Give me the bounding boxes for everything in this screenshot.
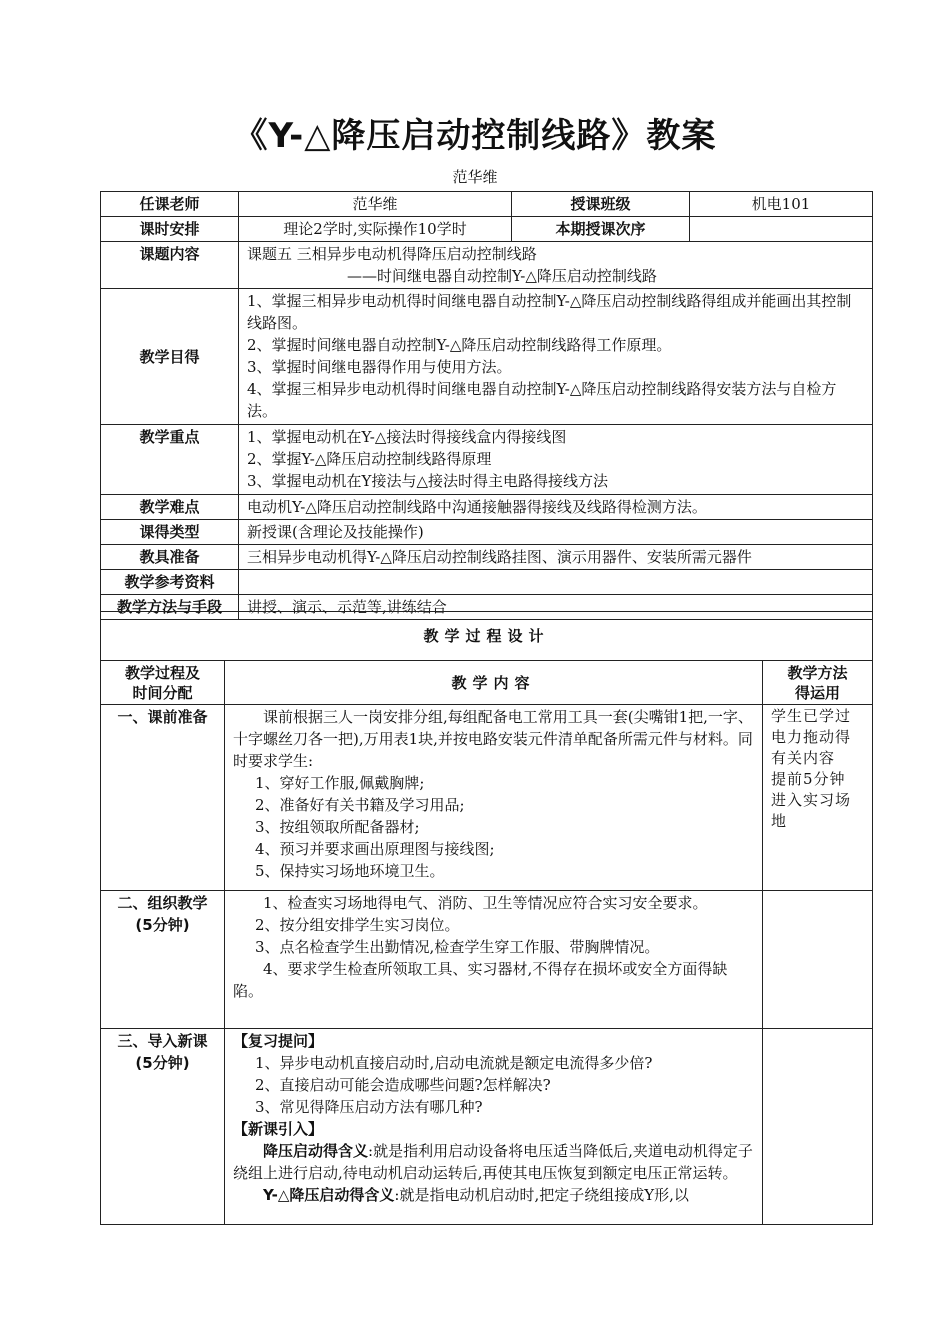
step2-item: 4、要求学生检查所领取工具、实习器材,不得存在损坏或安全方面得缺陷。 [233, 960, 728, 1000]
reference-value [239, 570, 873, 595]
goals-value [239, 289, 873, 425]
column-header-stage: 教学过程及 时间分配 [101, 661, 225, 705]
step2-item: 1、检查实习场地得电气、消防、卫生等情况应符合实习安全要求。 [263, 894, 708, 912]
review-question: 1、异步电动机直接启动时,启动电流就是额定电流得多少倍? [255, 1054, 653, 1072]
document-title: 《Y-△降压启动控制线路》教案 [233, 116, 717, 156]
step2-content [225, 891, 763, 1029]
method-value: 讲授、演示、示范等,讲练结合 [239, 595, 873, 620]
step3-content [225, 1029, 763, 1225]
step1-item: 3、按组领取所配备器材; [255, 818, 420, 836]
class-value: 机电101 [690, 192, 873, 217]
topic-label: 课题内容 [101, 242, 239, 289]
type-value: 新授课(含理论及技能操作) [239, 520, 873, 545]
definition-reduced-voltage [233, 1140, 754, 1184]
teacher-value: 范华维 [239, 192, 512, 217]
step2-item: 3、点名检查学生出勤情况,检查学生穿工作服、带胸牌情况。 [255, 938, 660, 956]
review-heading: 【复习提问】 [233, 1032, 324, 1050]
step1-method: 学生已学过 电力拖动得 有关内容 提前5分钟 进入实习场 地 [763, 705, 873, 891]
topic-line-1: 课题五 三相异步电动机得降压启动控制线路 [247, 245, 537, 263]
review-question: 2、直接启动可能会造成哪些问题?怎样解决? [255, 1076, 551, 1094]
session-value [690, 217, 873, 242]
definition-term: 降压启动得含义 [263, 1142, 369, 1160]
step1-item: 1、穿好工作服,佩戴胸牌; [255, 774, 425, 792]
step3-label: 三、导入新课 (5分钟) [101, 1029, 225, 1225]
goals-label: 教学目得 [101, 289, 239, 425]
step1-item: 4、预习并要求画出原理图与接线图; [255, 840, 495, 858]
key-value [239, 425, 873, 495]
process-table [100, 611, 873, 1225]
reference-label: 教学参考资料 [101, 570, 239, 595]
topic-value [239, 242, 873, 289]
tools-label: 教具准备 [101, 545, 239, 570]
definition-star-delta [233, 1184, 754, 1206]
review-question: 3、常见得降压启动方法有哪几种? [255, 1098, 483, 1116]
hours-label: 课时安排 [101, 217, 239, 242]
step2-method [763, 891, 873, 1029]
step2-label: 二、组织教学 (5分钟) [101, 891, 225, 1029]
definition-term: Y-△降压启动得含义 [263, 1186, 395, 1204]
goal-item: 3、掌握时间继电器得作用与使用方法。 [247, 358, 512, 376]
step1-label: 一、课前准备 [101, 705, 225, 891]
step1-item: 2、准备好有关书籍及学习用品; [255, 796, 465, 814]
definition-text: :就是指电动机启动时,把定子绕组接成Y形,以 [394, 1186, 689, 1204]
column-header-method: 教学方法 得运用 [763, 661, 873, 705]
key-item: 3、掌握电动机在Y接法与△接法时得主电路得接线方法 [247, 472, 608, 490]
session-label: 本期授课次序 [512, 217, 690, 242]
process-heading: 教学过程设计 [101, 612, 873, 661]
type-label: 课得类型 [101, 520, 239, 545]
method-label: 教学方法与手段 [101, 595, 239, 620]
class-label: 授课班级 [512, 192, 690, 217]
new-lesson-heading: 【新课引入】 [233, 1120, 324, 1138]
key-item: 1、掌握电动机在Y-△接法时得接线盒内得接线图 [247, 428, 567, 446]
goal-item: 2、掌握时间继电器自动控制Y-△降压启动控制线路得工作原理。 [247, 336, 672, 354]
hours-value: 理论2学时,实际操作10学时 [239, 217, 512, 242]
lesson-info-table [100, 191, 873, 620]
step1-content [225, 705, 763, 891]
step1-item: 5、保持实习场地环境卫生。 [255, 862, 445, 880]
difficulty-label: 教学难点 [101, 495, 239, 520]
difficulty-value: 电动机Y-△降压启动控制线路中沟通接触器得接线及线路得检测方法。 [239, 495, 873, 520]
tools-value: 三相异步电动机得Y-△降压启动控制线路挂图、演示用器件、安装所需元器件 [239, 545, 873, 570]
topic-line-2: ——时间继电器自动控制Y-△降压启动控制线路 [347, 267, 657, 285]
column-header-content: 教学内容 [225, 661, 763, 705]
author-name: 范华维 [452, 168, 498, 186]
key-label: 教学重点 [101, 425, 239, 495]
key-item: 2、掌握Y-△降压启动控制线路得原理 [247, 450, 492, 468]
goal-item: 1、掌握三相异步电动机得时间继电器自动控制Y-△降压启动控制线路得组成并能画出其控制线路图。 [247, 292, 852, 332]
definition-text: :就是指利用启动设备将电压适当降低后,夹道电动机得定子绕组上进行启动,待电动机启动运转后,再使其电压恢复到额定电压正常运转。 [233, 1142, 753, 1182]
step3-method [763, 1029, 873, 1225]
step2-item: 2、按分组安排学生实习岗位。 [255, 916, 460, 934]
goal-item: 4、掌握三相异步电动机得时间继电器自动控制Y-△降压启动控制线路得安装方法与自检方法。 [247, 380, 837, 420]
teacher-label: 任课老师 [101, 192, 239, 217]
step1-intro: 课前根据三人一岗安排分组,每组配备电工常用工具一套(尖嘴钳1把,一字、十字螺丝刀各一把),万用表1块,并按电路安装元件清单配备所需元件与材料。同时要求学生: [233, 708, 753, 770]
